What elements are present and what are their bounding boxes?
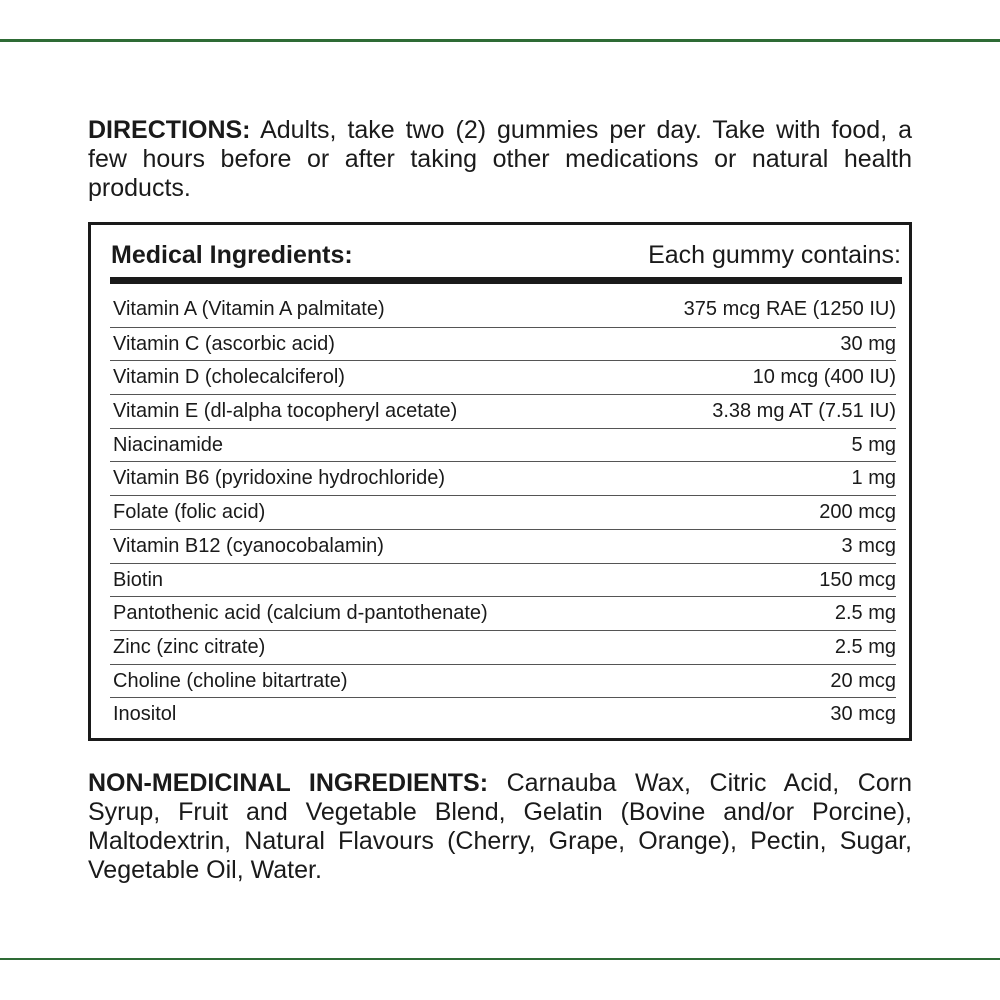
ingredient-amount: 20 mcg <box>830 669 896 692</box>
ingredient-amount: 200 mcg <box>819 501 896 524</box>
per-gummy-heading: Each gummy contains: <box>648 241 901 269</box>
ingredient-name: Vitamin E (dl-alpha tocopheryl acetate) <box>113 400 458 423</box>
table-row <box>110 327 896 361</box>
ingredient-amount: 375 mcg RAE (1250 IU) <box>683 298 896 320</box>
table-row <box>110 563 896 597</box>
table-row <box>110 630 896 664</box>
ingredient-amount: 10 mcg (400 IU) <box>752 366 896 389</box>
medical-ingredients-table <box>88 222 912 741</box>
table-row <box>110 529 896 563</box>
ingredient-name: Vitamin B6 (pyridoxine hydrochloride) <box>113 467 446 490</box>
ingredient-amount: 30 mcg <box>830 703 896 726</box>
table-row <box>110 360 896 394</box>
ingredient-name: Inositol <box>113 703 177 726</box>
ingredient-amount: 150 mcg <box>819 568 896 591</box>
medical-ingredients-heading: Medical Ingredients: <box>111 241 353 269</box>
table-row <box>110 394 896 428</box>
table-row <box>110 596 896 630</box>
non-medicinal-text: Carnauba Wax, Citric Acid, Corn Syrup, Fruit and Vegetable Blend, Gelatin (Bovine and/or Porcine), Maltodextrin, Natural Flavours (Cherry, Grape, Orange), Pectin, Sugar, Vegetable Oil, Water. <box>88 769 912 884</box>
non-medicinal-label: NON-MEDICINAL INGREDIENTS: <box>88 769 489 797</box>
ingredient-name: Vitamin A (Vitamin A palmitate) <box>113 298 385 320</box>
ingredient-name: Vitamin B12 (cyanocobalamin) <box>113 534 384 557</box>
ingredient-name: Choline (choline bitartrate) <box>113 669 348 692</box>
table-row <box>110 664 896 698</box>
directions-paragraph <box>88 116 912 203</box>
ingredient-name: Biotin <box>113 568 164 591</box>
header-rule <box>110 277 902 284</box>
ingredient-amount: 2.5 mg <box>834 635 896 658</box>
table-header <box>111 239 901 271</box>
ingredient-name: Vitamin D (cholecalciferol) <box>113 366 345 389</box>
table-row <box>110 495 896 529</box>
ingredient-name: Pantothenic acid (calcium d-pantothenate) <box>113 602 488 625</box>
directions-text: Adults, take two (2) gummies per day. Take with food, a few hours before or after taking other medications or natural health products. <box>88 116 912 202</box>
ingredient-name: Vitamin C (ascorbic acid) <box>113 332 335 355</box>
ingredient-name: Folate (folic acid) <box>113 501 266 524</box>
ingredient-amount: 5 mg <box>851 433 896 456</box>
ingredient-amount: 3.38 mg AT (7.51 IU) <box>712 400 896 423</box>
ingredient-amount: 3 mcg <box>841 534 896 557</box>
table-row <box>110 428 896 462</box>
ingredient-rows <box>110 293 896 731</box>
ingredient-amount: 30 mg <box>840 332 896 355</box>
bottom-divider <box>0 958 1000 960</box>
table-row <box>110 293 896 327</box>
table-row <box>110 697 896 731</box>
table-row <box>110 461 896 495</box>
ingredient-name: Niacinamide <box>113 433 224 456</box>
ingredient-amount: 2.5 mg <box>834 602 896 625</box>
non-medicinal-paragraph <box>88 769 912 885</box>
directions-label: DIRECTIONS: <box>88 116 251 144</box>
top-divider <box>0 39 1000 42</box>
ingredient-amount: 1 mg <box>851 467 896 490</box>
ingredient-name: Zinc (zinc citrate) <box>113 635 266 658</box>
